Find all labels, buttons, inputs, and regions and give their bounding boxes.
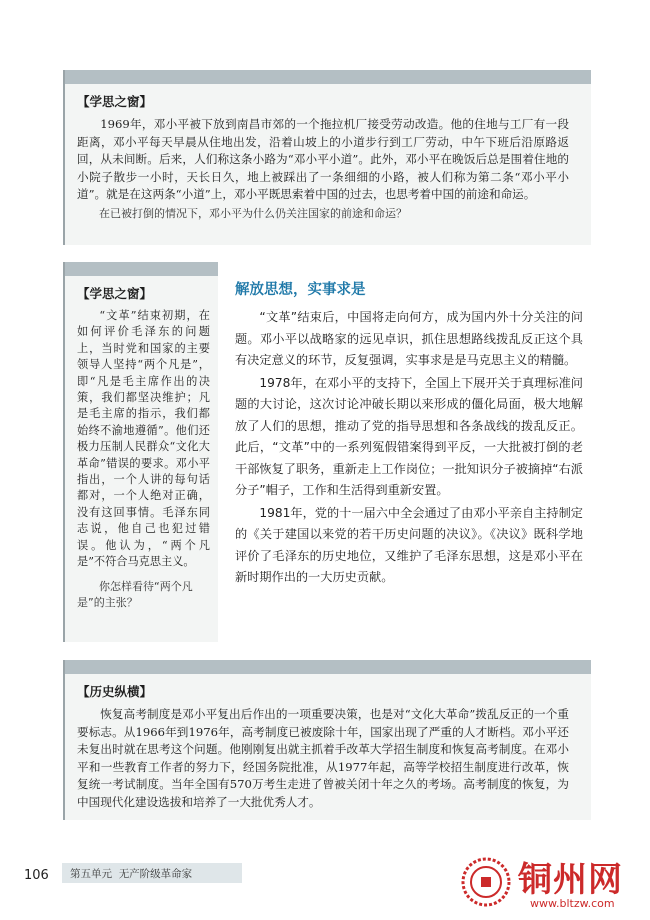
watermark-name: 铜州网 [518,860,623,900]
footer-unit [70,866,192,881]
page-number: 106 [24,868,49,883]
watermark-logo-icon [460,856,512,908]
box-text: 1969年，邓小平被下放到南昌市郊的一个拖拉机厂接受劳动改造。他的住地与工厂有一段距离，邓小平每天早晨从住地出发，沿着山坡上的小道步行到工厂劳动，中午下班后沿原路返回，从未间断。后来，人们称这条小路为“邓小平小道”。此外，邓小平在晚饭后总是围着住地的小院子散步一小时，天长日久，地上被踩出了一条细细的小路，被人们称为第二条“邓小平小道”。就是在这两条“小道”上，邓小平既思索着中国的过去，也思考着中国的前途和命运。 [77,117,569,201]
box-question: 你怎样看待“两个凡是”的主张？ [77,579,193,609]
section-title: 解放思想，实事求是 [235,282,366,298]
box-header-bar [65,660,591,674]
unit-title: 无产阶级革命家 [118,868,193,880]
study-window-sidebar [63,262,218,642]
box-tag: 【历史纵横】 [77,684,153,699]
box-question: 在已被打倒的情况下，邓小平为什么仍关注国家的前途和命运？ [99,206,407,220]
box-tag: 【学思之窗】 [77,94,153,109]
box-tag: 【学思之窗】 [77,286,153,301]
box-header-bar [65,70,591,84]
study-window-box-1 [63,70,591,245]
box-header-bar [65,262,218,276]
paragraph: 1981年，党的十一届六中全会通过了由邓小平亲自主持制定的《关于建国以来党的若干历史问题的决议》。《决议》既科学地评价了毛泽东的历史地位，又维护了毛泽东思想，这是邓小平在新时期作出的一大历史贡献。 [235,505,583,584]
watermark-url: www.bltzw.com [530,897,615,910]
section-body [235,307,583,590]
paragraph: “文革”结束后，中国将走向何方，成为国内外十分关注的问题。邓小平以战略家的远见卓识，抓住思想路线拨乱反正这个具有决定意义的环节，反复强调，实事求是是马克思主义的精髓。 [235,310,583,367]
box-text: “文革”结束初期，在如何评价毛泽东的问题上，当时党和国家的主要领导人坚持“两个凡是”，即“凡是毛主席作出的决策，我们都坚决维护；凡是毛主席的指示，我们都始终不渝地遵循”。他们还极力压制人民群众“文化大革命”错误的要求。邓小平指出，一个人讲的每句话都对，一个人绝对正确，没有这回事情。毛泽东同志说，他自己也犯过错误。他认为，“两个凡是”不符合马克思主义。 [77,309,210,569]
box-text: 恢复高考制度是邓小平复出后作出的一项重要决策，也是对“文化大革命”拨乱反正的一个重要标志。从1966年到1976年，高考制度已被废除十年，国家出现了严重的人才断档。邓小平还未复出时就在思考这个问题。他刚刚复出就主抓着手改革大学招生制度和恢复高考制度。在邓小平和一些教育工作者的努力下，经国务院批准，从1977年起，高等学校招生制度进行改革，恢复统一考试制度。当年全国有570万考生走进了曾被关闭十年之久的考场。高考制度的恢复，为中国现代化建设选拔和培养了一大批优秀人才。 [77,707,569,809]
watermark [460,852,645,916]
history-panorama-box [63,660,591,820]
paragraph: 1978年，在邓小平的支持下，全国上下展开关于真理标准问题的大讨论，这次讨论冲破长期以来形成的僵化局面，极大地解放了人们的思想，推动了党的指导思想和各条战线的拨乱反正。此后，“文革”中的一系列冤假错案得到平反，一大批被打倒的老干部恢复了职务，重新走上工作岗位；一批知识分子被摘掉“右派分子”帽子，工作和生活得到重新安置。 [235,375,583,497]
unit-label: 第五单元 [70,868,112,880]
